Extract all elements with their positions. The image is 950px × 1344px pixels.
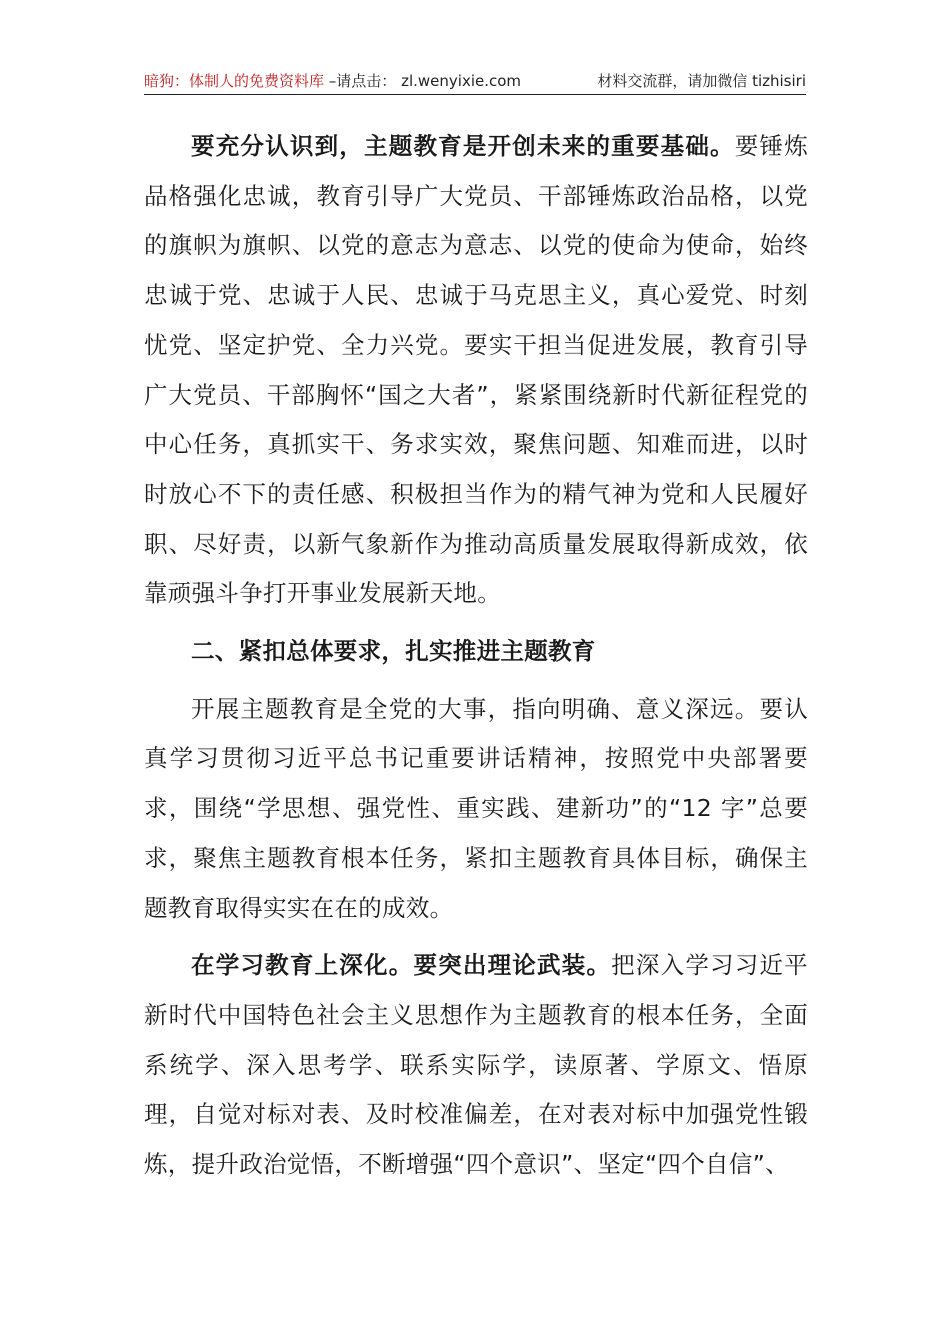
paragraph-2: 开展主题教育是全党的大事，指向明确、意义深远。要认真学习贯彻习近平总书记重要讲话精神，按照党中央部署要求，围绕“学思想、强党性、重实践、建新功”的“12 字”总要求，聚焦主题教育根本任务，紧扣主题教育具体目标，确保主题教育取得实实在在的成效。 <box>144 694 808 922</box>
section-heading: 二、紧扣总体要求，扎实推进主题教育 <box>191 637 596 666</box>
page-header <box>144 70 806 95</box>
paragraph-3-text: 把深入学习习近平新时代中国特色社会主义思想作为主题教育的根本任务，全面系统学、深入思考学、联系实际学，读原著、学原文、悟原理，自觉对标对表、及时校准偏差，在对表对标中加强党性锻炼，提升政治觉悟，不断增强“四个意识”、坚定“四个自信”、 <box>144 951 808 1179</box>
paragraph-1-lead: 要充分认识到，主题教育是开创未来的重要基础。 <box>191 132 735 160</box>
paragraph-1 <box>144 122 808 619</box>
paragraph-3-lead: 在学习教育上深化。要突出理论武装。 <box>191 951 612 980</box>
click-prompt: –请点击： <box>328 72 397 90</box>
document-body <box>144 122 808 1190</box>
site-name[interactable]: 暗狗：体制人的免费资料库 <box>144 72 325 90</box>
paragraph-1-text: 要锤炼品格强化忠诚，教育引导广大党员、干部锤炼政治品格，以党的旗帜为旗帜、以党的意志为意志、以党的使命为使命，始终忠诚于党、忠诚于人民、忠诚于马克思主义，真心爱党、时刻忧党、坚定护党、全力兴党。要实干担当促进发展，教育引导广大党员、干部胸怀“国之大者”，紧紧围绕新时代新征程党的中心任务，真抓实干、务求实效，聚焦问题、知难而进，以时时放心不下的责任感、积极担当作为的精气神为党和人民履好职、尽好责，以新气象新作为推动高质量发展取得新成效，依靠顽强斗争打开事业发展新天地。 <box>144 132 808 608</box>
group-info: 材料交流群，请加微信 tizhisiri <box>597 72 806 90</box>
paragraph-3 <box>144 941 808 1190</box>
site-url-link[interactable]: zl.wenyixie.com <box>401 72 522 90</box>
